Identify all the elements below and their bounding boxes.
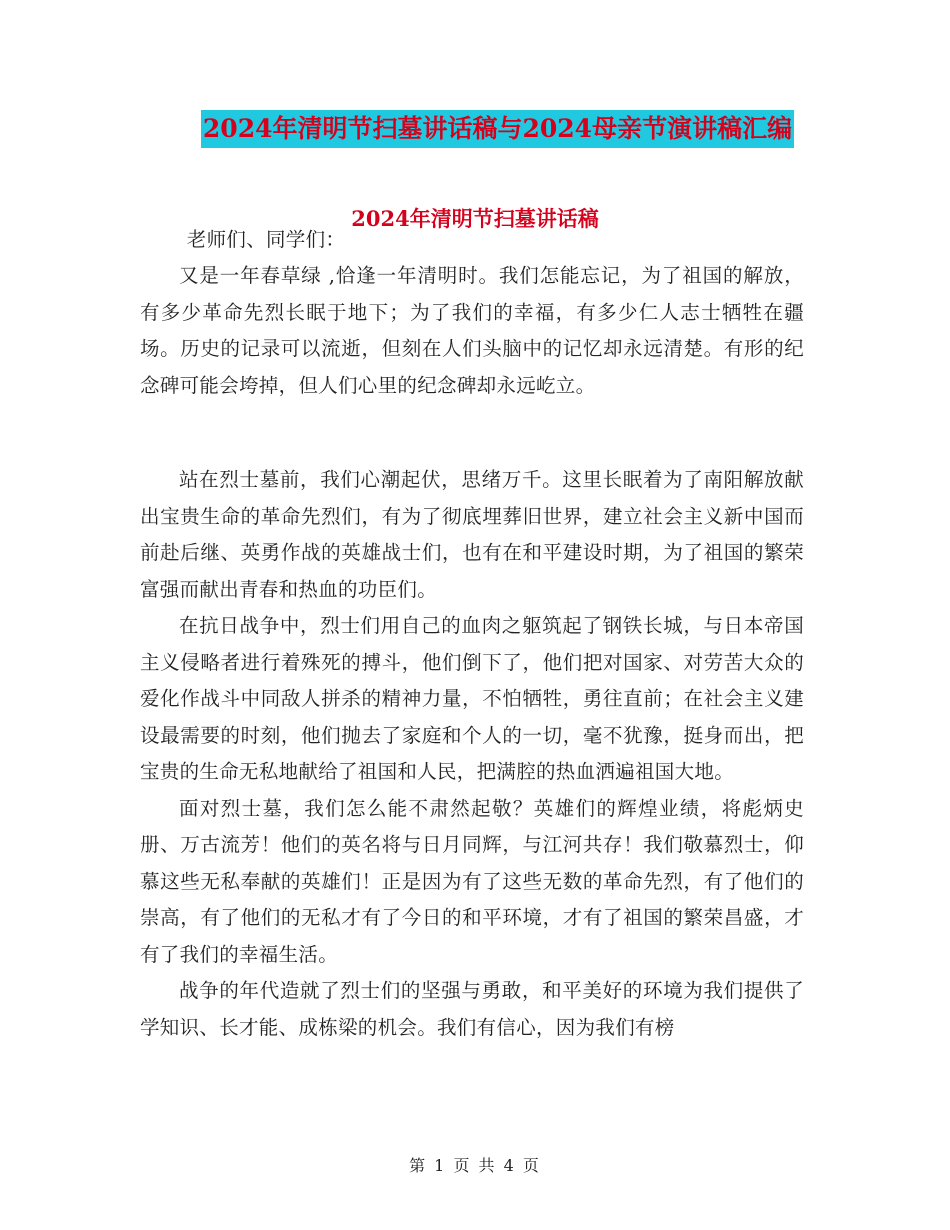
paragraph-group-1 [140, 258, 804, 404]
section-title: 2024年清明节扫墓讲话稿 [351, 206, 599, 231]
greeting-line [140, 222, 804, 259]
page-footer: 第 1 页 共 4 页 [409, 1156, 541, 1175]
greeting-text: 老师们、同学们： [186, 228, 346, 251]
paragraph: 在抗日战争中，烈士们用自己的血肉之躯筑起了钢铁长城，与日本帝国主义侵略者进行着殊死的搏斗，他们倒下了，他们把对国家、对劳苦大众的爱化作战斗中同敌人拼杀的精神力量，不怕牺牲，勇往直前；在社会主义建设最需要的时刻，他们抛去了家庭和个人的一切，毫不犹豫，挺身而出，把宝贵的生命无私地献给了祖国和人民，把满腔的热血洒遍祖国大地。 [140, 614, 804, 783]
paragraph: 战争的年代造就了烈士们的坚强与勇敢，和平美好的环境为我们提供了学知识、长才能、成栋梁的机会。我们有信心，因为我们有榜 [140, 979, 804, 1039]
main-title: 2024年清明节扫墓讲话稿与2024母亲节演讲稿汇编 [201, 110, 794, 148]
paragraph: 面对烈士墓，我们怎么能不肃然起敬？英雄们的辉煌业绩，将彪炳史册、万古流芳！他们的英名将与日月同辉，与江河共存！我们敬慕烈士，仰慕这些无私奉献的英雄们！正是因为有了这些无数的革命先烈，有了他们的崇高，有了他们的无私才有了今日的和平环境，才有了祖国的繁荣昌盛，才有了我们的幸福生活。 [140, 796, 804, 966]
paragraph-group-2 [140, 462, 804, 1046]
main-title-container [0, 110, 950, 148]
paragraph: 又是一年春草绿 ,恰逢一年清明时。我们怎能忘记，为了祖国的解放，有多少革命先烈长眠于地下；为了我们的幸福，有多少仁人志士牺牲在疆场。历史的记录可以流逝，但刻在人们头脑中的记忆却永远清楚。有形的纪念碑可能会垮掉，但人们心里的纪念碑却永远屹立。 [140, 264, 804, 397]
paragraph: 站在烈士墓前，我们心潮起伏，思绪万千。这里长眠着为了南阳解放献出宝贵生命的革命先烈们，有为了彻底埋葬旧世界，建立社会主义新中国而前赴后继、英勇作战的英雄战士们，也有在和平建设时期，为了祖国的繁荣富强而献出青春和热血的功臣们。 [140, 468, 804, 601]
